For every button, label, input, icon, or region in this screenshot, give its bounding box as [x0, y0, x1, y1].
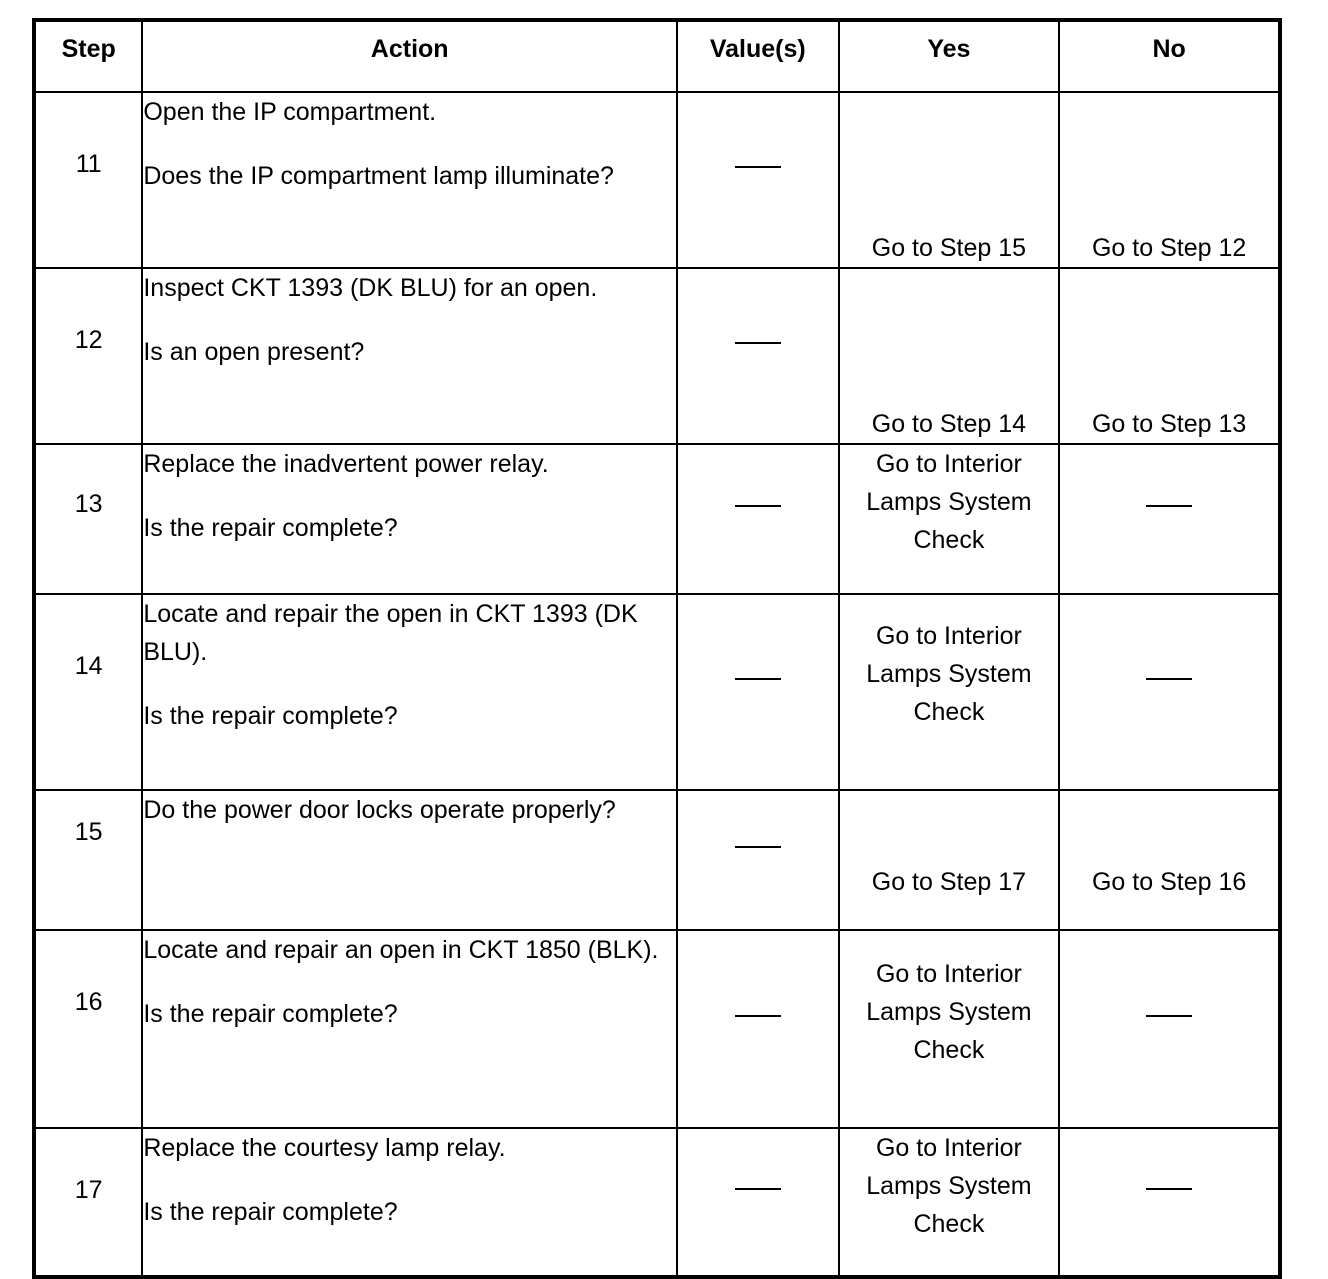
header-action: Action [142, 20, 677, 92]
step-number: 13 [74, 490, 103, 518]
action-question: Is an open present? [143, 338, 365, 366]
no-dash [1146, 1015, 1192, 1017]
header-values: Value(s) [677, 20, 839, 92]
table-row [34, 594, 1280, 790]
step-number: 14 [74, 652, 103, 680]
no-cell [1059, 1128, 1280, 1277]
value-cell [677, 444, 839, 594]
action-cell [142, 790, 677, 930]
value-dash [735, 505, 781, 507]
action-question: Does the IP compartment lamp illuminate? [143, 162, 614, 190]
action-instruction: Locate and repair an open in CKT 1850 (BLK). [143, 936, 659, 964]
value-cell [677, 1128, 839, 1277]
action-question: Is the repair complete? [143, 702, 398, 730]
value-cell [677, 790, 839, 930]
action-cell [142, 444, 677, 594]
action-cell [142, 930, 677, 1128]
table-row [34, 1128, 1280, 1277]
step-number: 17 [74, 1176, 103, 1204]
action-instruction: Replace the courtesy lamp relay. [143, 1134, 506, 1162]
table-header-row [34, 20, 1280, 92]
value-dash [735, 1188, 781, 1190]
value-dash [735, 166, 781, 168]
value-cell [677, 268, 839, 444]
yes-cell: Go to Step 14 [839, 268, 1060, 444]
action-cell [142, 268, 677, 444]
no-dash [1146, 1188, 1192, 1190]
action-cell [142, 594, 677, 790]
value-dash [735, 342, 781, 344]
value-cell [677, 594, 839, 790]
yes-cell: Go to Interior Lamps System Check [839, 1128, 1060, 1277]
action-question: Is the repair complete? [143, 1000, 398, 1028]
header-step: Step [34, 20, 142, 92]
action-question: Is the repair complete? [143, 514, 398, 542]
table-row [34, 930, 1280, 1128]
step-number-cell [34, 594, 142, 790]
action-instruction: Open the IP compartment. [143, 98, 437, 126]
action-instruction: Replace the inadvertent power relay. [143, 450, 549, 478]
step-number-cell [34, 444, 142, 594]
value-dash [735, 678, 781, 680]
action-question: Is the repair complete? [143, 1198, 398, 1226]
step-number-cell [34, 790, 142, 930]
value-cell [677, 92, 839, 268]
no-cell: Go to Step 12 [1059, 92, 1280, 268]
yes-cell: Go to Interior Lamps System Check [839, 594, 1060, 790]
no-dash [1146, 678, 1192, 680]
yes-cell: Go to Step 15 [839, 92, 1060, 268]
table-row [34, 92, 1280, 268]
action-instruction: Locate and repair the open in CKT 1393 (DK BLU). [143, 600, 638, 666]
action-question: Do the power door locks operate properly? [143, 796, 616, 824]
action-cell [142, 92, 677, 268]
step-number: 15 [74, 818, 103, 846]
no-cell: Go to Step 16 [1059, 790, 1280, 930]
table-row [34, 790, 1280, 930]
value-cell [677, 930, 839, 1128]
value-dash [735, 846, 781, 848]
step-number-cell [34, 268, 142, 444]
yes-cell: Go to Interior Lamps System Check [839, 930, 1060, 1128]
table-row [34, 268, 1280, 444]
no-cell [1059, 930, 1280, 1128]
step-number-cell [34, 1128, 142, 1277]
no-cell [1059, 444, 1280, 594]
table-row [34, 444, 1280, 594]
no-dash [1146, 505, 1192, 507]
header-no: No [1059, 20, 1280, 92]
diagnostic-table [32, 18, 1282, 1279]
yes-cell: Go to Step 17 [839, 790, 1060, 930]
step-number: 16 [74, 988, 103, 1016]
step-number-cell [34, 92, 142, 268]
yes-cell: Go to Interior Lamps System Check [839, 444, 1060, 594]
action-instruction: Inspect CKT 1393 (DK BLU) for an open. [143, 274, 598, 302]
step-number: 12 [74, 326, 103, 354]
step-number: 11 [75, 150, 102, 178]
header-yes: Yes [839, 20, 1060, 92]
step-number-cell [34, 930, 142, 1128]
no-cell: Go to Step 13 [1059, 268, 1280, 444]
value-dash [735, 1015, 781, 1017]
no-cell [1059, 594, 1280, 790]
action-cell [142, 1128, 677, 1277]
